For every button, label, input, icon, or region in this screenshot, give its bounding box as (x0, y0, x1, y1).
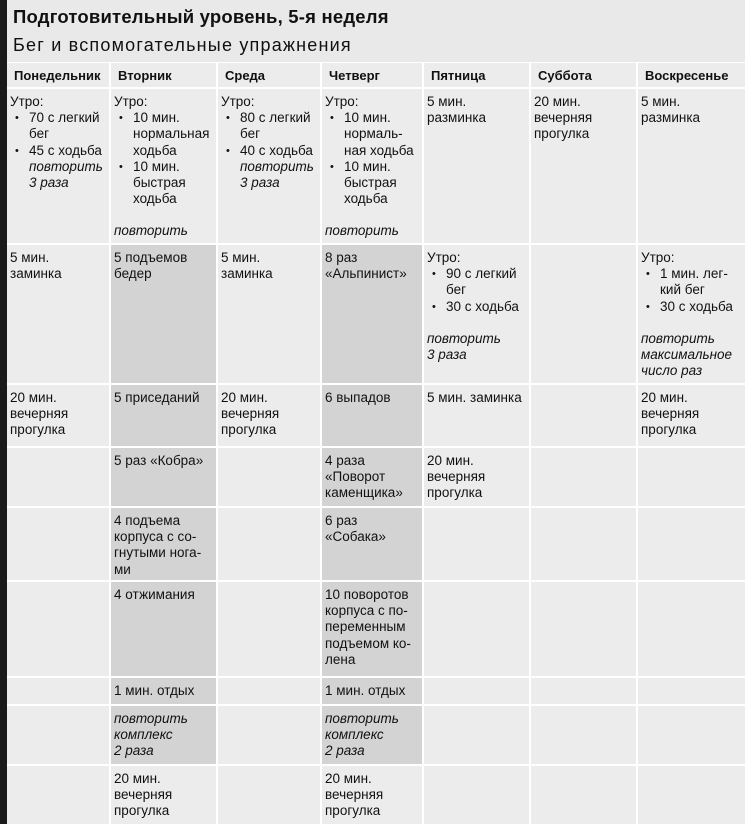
cell-mon-empty-6 (7, 582, 109, 676)
cell-sat-empty-9 (531, 766, 636, 824)
cell-mon-empty-4 (7, 448, 109, 506)
cell-fri-walk: 20 мин. вечерняя прогулка (424, 448, 529, 506)
cell-thu-repeat-set: повторить комплекс 2 раза (322, 706, 422, 764)
cell-tue-hip-raises: 5 подъемов бедер (111, 245, 216, 383)
cell-fri-morning: Утро: • 90 с легкий бег • 30 с ходьба повторить 3 раза (424, 245, 529, 383)
col-header-wednesday: Среда (218, 63, 320, 87)
cell-sun-empty-5 (638, 508, 745, 580)
cell-wed-empty-4 (218, 448, 320, 506)
cell-wed-empty-6 (218, 582, 320, 676)
cell-thu-lunges: 6 выпадов (322, 385, 422, 446)
cell-tue-morning: Утро: • 10 мин. нормальная ходьба • 10 мин. быстрая ходьба повторить (111, 89, 216, 243)
cell-tue-repeat-set: повторить комплекс 2 раза (111, 706, 216, 764)
left-spine (0, 0, 7, 824)
cell-sun-warmup: 5 мин. разминка (638, 89, 745, 243)
cell-fri-empty-7 (424, 678, 529, 704)
col-header-monday: Понедельник (7, 63, 109, 87)
cell-sat-empty-6 (531, 582, 636, 676)
cell-thu-walk: 20 мин. вечерняя прогулка (322, 766, 422, 824)
cell-wed-empty-9 (218, 766, 320, 824)
cell-sat-empty-8 (531, 706, 636, 764)
cell-mon-morning: Утро: • 70 с легкий бег • 45 с ходьба повторить 3 раза (7, 89, 109, 243)
cell-mon-empty-8 (7, 706, 109, 764)
cell-wed-empty-7 (218, 678, 320, 704)
cell-thu-climber: 8 раз «Альпинист» (322, 245, 422, 383)
header (7, 0, 745, 62)
cell-sat-walk: 20 мин. вечерняя прогулка (531, 89, 636, 243)
cell-mon-walk: 20 мин. вечерняя прогулка (7, 385, 109, 446)
cell-sat-empty-7 (531, 678, 636, 704)
cell-thu-twists: 10 поворотов корпуса с по- переменным подъемом ко- лена (322, 582, 422, 676)
cell-tue-crunches: 4 подъема корпуса с со- гнутыми нога- ми (111, 508, 216, 580)
col-header-thursday: Четверг (322, 63, 422, 87)
cell-wed-empty-5 (218, 508, 320, 580)
cell-tue-walk: 20 мин. вечерняя прогулка (111, 766, 216, 824)
cell-sat-empty-5 (531, 508, 636, 580)
cell-sun-morning: Утро: • 1 мин. лег- кий бег • 30 с ходьба повторить максимальное число раз (638, 245, 745, 383)
cell-fri-cooldown: 5 мин. заминка (424, 385, 529, 446)
page-title: Подготовительный уровень, 5-я неделя (13, 6, 389, 27)
cell-sun-empty-6 (638, 582, 745, 676)
cell-mon-cooldown: 5 мин. заминка (7, 245, 109, 383)
cell-tue-pushups: 4 отжимания (111, 582, 216, 676)
cell-mon-empty-5 (7, 508, 109, 580)
cell-fri-empty-6 (424, 582, 529, 676)
col-header-friday: Пятница (424, 63, 529, 87)
cell-tue-squats: 5 приседаний (111, 385, 216, 446)
cell-wed-empty-8 (218, 706, 320, 764)
cell-sat-empty-2 (531, 245, 636, 383)
cell-wed-walk: 20 мин. вечерняя прогулка (218, 385, 320, 446)
cell-tue-cobra: 5 раз «Кобра» (111, 448, 216, 506)
cell-thu-mason-twist: 4 раза «Поворот каменщика» (322, 448, 422, 506)
cell-fri-empty-9 (424, 766, 529, 824)
cell-sat-empty-4 (531, 448, 636, 506)
cell-wed-morning: Утро: • 80 с легкий бег • 40 с ходьба повторить 3 раза (218, 89, 320, 243)
cell-tue-rest: 1 мин. отдых (111, 678, 216, 704)
cell-fri-empty-8 (424, 706, 529, 764)
cell-fri-empty-5 (424, 508, 529, 580)
page-subtitle: Бег и вспомогательные упражнения (13, 35, 352, 55)
cell-sat-empty-3 (531, 385, 636, 446)
cell-sun-empty-4 (638, 448, 745, 506)
cell-fri-warmup: 5 мин. разминка (424, 89, 529, 243)
cell-sun-walk: 20 мин. вечерняя прогулка (638, 385, 745, 446)
col-header-saturday: Суббота (531, 63, 636, 87)
cell-thu-dog: 6 раз «Собака» (322, 508, 422, 580)
col-header-tuesday: Вторник (111, 63, 216, 87)
cell-mon-empty-9 (7, 766, 109, 824)
col-header-sunday: Воскресенье (638, 63, 745, 87)
cell-thu-morning: Утро: • 10 мин. нормаль- ная ходьба • 10 мин. быстрая ходьба повторить (322, 89, 422, 243)
cell-mon-empty-7 (7, 678, 109, 704)
cell-sun-empty-7 (638, 678, 745, 704)
cell-wed-cooldown: 5 мин. заминка (218, 245, 320, 383)
cell-sun-empty-9 (638, 766, 745, 824)
cell-thu-rest: 1 мин. отдых (322, 678, 422, 704)
cell-sun-empty-8 (638, 706, 745, 764)
